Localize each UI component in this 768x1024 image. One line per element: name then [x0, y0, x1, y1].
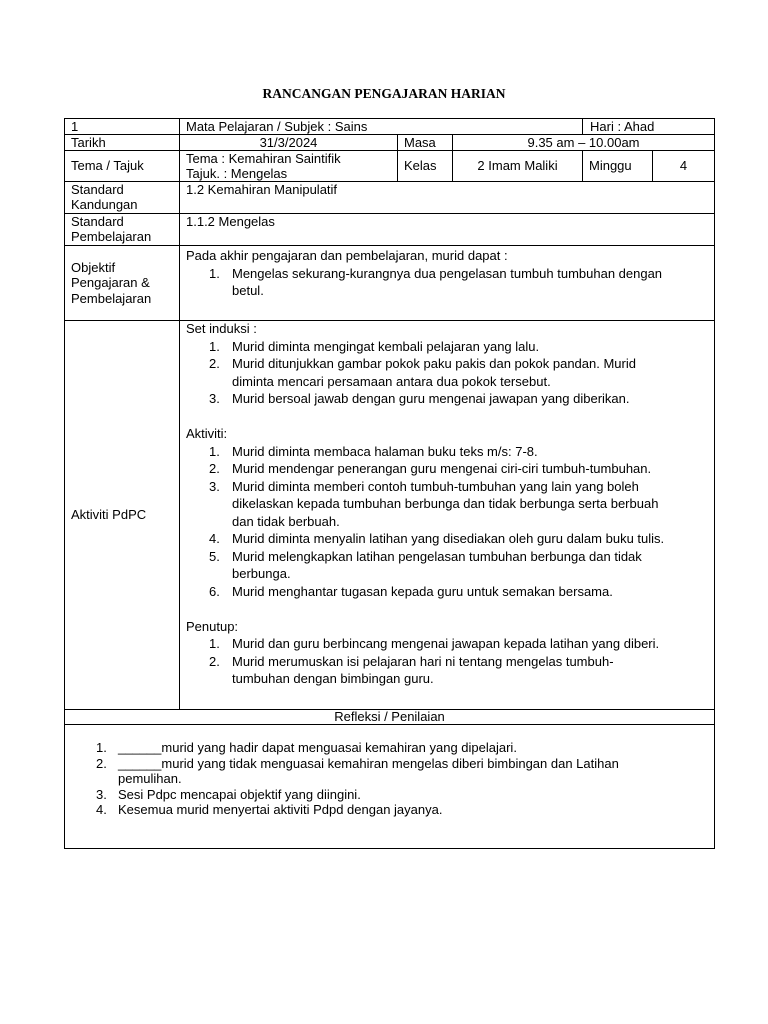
- item-text-line: dan tidak berbuah.: [232, 513, 340, 529]
- list-item: [65, 740, 705, 756]
- list-item: [186, 635, 711, 653]
- list-item: [186, 265, 706, 300]
- item-text-line: Kesemua murid menyertai aktiviti Pdpd dengan jayanya.: [118, 802, 443, 817]
- list-item: [65, 787, 705, 803]
- list-item: [186, 390, 711, 408]
- refleksi-heading: Refleksi / Penilaian: [334, 709, 445, 724]
- item-text-line: Murid diminta membaca halaman buku teks m/s: 7-8.: [232, 443, 538, 459]
- aktiviti-pdpc-label: Aktiviti PdPC: [71, 507, 147, 522]
- penutup-heading: Penutup:: [186, 618, 239, 634]
- objektif-content: [186, 247, 706, 300]
- standard-pembelajaran-value: 1.1.2 Mengelas: [186, 214, 275, 229]
- list-item: [186, 548, 711, 583]
- list-item: [186, 355, 711, 390]
- subject-label: Mata Pelajaran / Subjek : Sains: [186, 119, 368, 134]
- item-text-line: ______murid yang tidak menguasai kemahiran mengelas diberi bimbingan dan Latihan: [118, 755, 619, 771]
- list-item: [186, 460, 711, 478]
- objektif-list: [186, 265, 706, 300]
- standard-pembelajaran-label-1: Standard: [71, 214, 124, 229]
- list-item: [65, 802, 705, 818]
- objektif-label-2: Pengajaran &: [71, 275, 150, 290]
- time-value: 9.35 am – 10.00am: [527, 135, 640, 150]
- objektif-label-3: Pembelajaran: [71, 291, 152, 306]
- item-text-line: Sesi Pdpc mencapai objektif yang diingini.: [118, 786, 361, 802]
- day-label: Hari : Ahad: [590, 119, 655, 134]
- kelas-value: 2 Imam Maliki: [477, 158, 558, 173]
- item-text-line: Murid melengkapkan latihan pengelasan tumbuhan berbunga dan tidak: [232, 548, 642, 564]
- list-item: [186, 530, 711, 548]
- item-number: 2.: [209, 653, 220, 669]
- item-text-line: diminta mencari persamaan antara dua pokok tersebut.: [232, 373, 551, 389]
- row-number: 1: [71, 119, 79, 134]
- refleksi-content: [65, 740, 705, 818]
- item-text-line: betul.: [232, 283, 264, 298]
- date-value: 31/3/2024: [259, 135, 318, 150]
- item-number: 3.: [96, 786, 107, 802]
- minggu-value: 4: [679, 158, 688, 173]
- aktiviti-heading: Aktiviti:: [186, 426, 228, 441]
- item-text-line: Murid ditunjukkan gambar pokok paku pakis dan pokok pandan. Murid: [232, 356, 636, 371]
- item-number: 4.: [96, 802, 107, 817]
- standard-pembelajaran-label-2: Pembelajaran: [71, 229, 152, 244]
- list-item: [65, 756, 705, 787]
- item-number: 2.: [209, 356, 220, 371]
- objektif-intro: Pada akhir pengajaran dan pembelajaran, murid dapat :: [186, 248, 508, 263]
- kelas-label: Kelas: [404, 158, 437, 173]
- item-number: 5.: [209, 548, 220, 564]
- item-text-line: ______murid yang hadir dapat menguasai kemahiran yang dipelajari.: [118, 740, 517, 755]
- item-text-line: berbunga.: [232, 566, 291, 581]
- aktiviti-content: [186, 320, 711, 688]
- item-text-line: pemulihan.: [118, 771, 182, 786]
- minggu-label: Minggu: [589, 158, 632, 173]
- item-number: 4.: [209, 531, 220, 546]
- tema-value: Tema : Kemahiran Saintifik: [186, 151, 341, 166]
- standard-kandungan-label-1: Standard: [71, 182, 124, 197]
- item-text-line: Murid diminta menyalin latihan yang disediakan oleh guru dalam buku tulis.: [232, 531, 665, 546]
- item-number: 6.: [209, 583, 220, 599]
- penutup-list: [186, 635, 711, 688]
- standard-kandungan-label-2: Kandungan: [71, 197, 138, 212]
- date-label: Tarikh: [71, 135, 106, 150]
- item-text-line: tumbuhan dengan bimbingan guru.: [232, 671, 434, 686]
- aktiviti-list: [186, 443, 711, 601]
- item-text-line: Murid mendengar penerangan guru mengenai ciri-ciri tumbuh-tumbuhan.: [232, 461, 652, 476]
- item-text-line: Murid menghantar tugasan kepada guru untuk semakan bersama.: [232, 583, 613, 599]
- item-number: 3.: [209, 478, 220, 494]
- set-induksi-list: [186, 338, 711, 408]
- item-text-line: dikelaskan kepada tumbuhan berbunga dan tidak berbunga serta berbuah: [232, 496, 659, 511]
- item-number: 1.: [209, 265, 220, 281]
- item-text-line: Murid merumuskan isi pelajaran hari ni tentang mengelas tumbuh-: [232, 653, 614, 669]
- item-text-line: Murid diminta mengingat kembali pelajaran yang lalu.: [232, 338, 540, 354]
- item-text-line: Murid diminta memberi contoh tumbuh-tumbuhan yang lain yang boleh: [232, 478, 639, 494]
- tajuk-value: Tajuk. : Mengelas: [186, 166, 288, 181]
- item-text-line: Murid dan guru berbincang mengenai jawapan kepada latihan yang diberi.: [232, 636, 660, 651]
- list-item: [186, 478, 711, 531]
- list-item: [186, 583, 711, 601]
- item-number: 1.: [209, 443, 220, 459]
- list-item: [186, 653, 711, 688]
- item-number: 2.: [209, 461, 220, 476]
- tema-tajuk-label: Tema / Tajuk: [71, 158, 144, 173]
- item-text-line: Mengelas sekurang-kurangnya dua pengelasan tumbuh tumbuhan dengan: [232, 265, 663, 281]
- item-number: 1.: [209, 338, 220, 354]
- item-number: 1.: [96, 740, 107, 755]
- list-item: [186, 443, 711, 461]
- page-title: RANCANGAN PENGAJARAN HARIAN: [262, 86, 506, 101]
- item-number: 3.: [209, 391, 220, 406]
- standard-kandungan-value: 1.2 Kemahiran Manipulatif: [186, 182, 338, 197]
- item-number: 1.: [209, 636, 220, 651]
- objektif-label-1: Objektif: [71, 260, 116, 275]
- refleksi-list: [65, 740, 705, 818]
- set-induksi-heading: Set induksi :: [186, 321, 257, 336]
- time-label: Masa: [404, 135, 436, 150]
- list-item: [186, 338, 711, 356]
- item-number: 2.: [96, 755, 107, 771]
- item-text-line: Murid bersoal jawab dengan guru mengenai jawapan yang diberikan.: [232, 391, 630, 406]
